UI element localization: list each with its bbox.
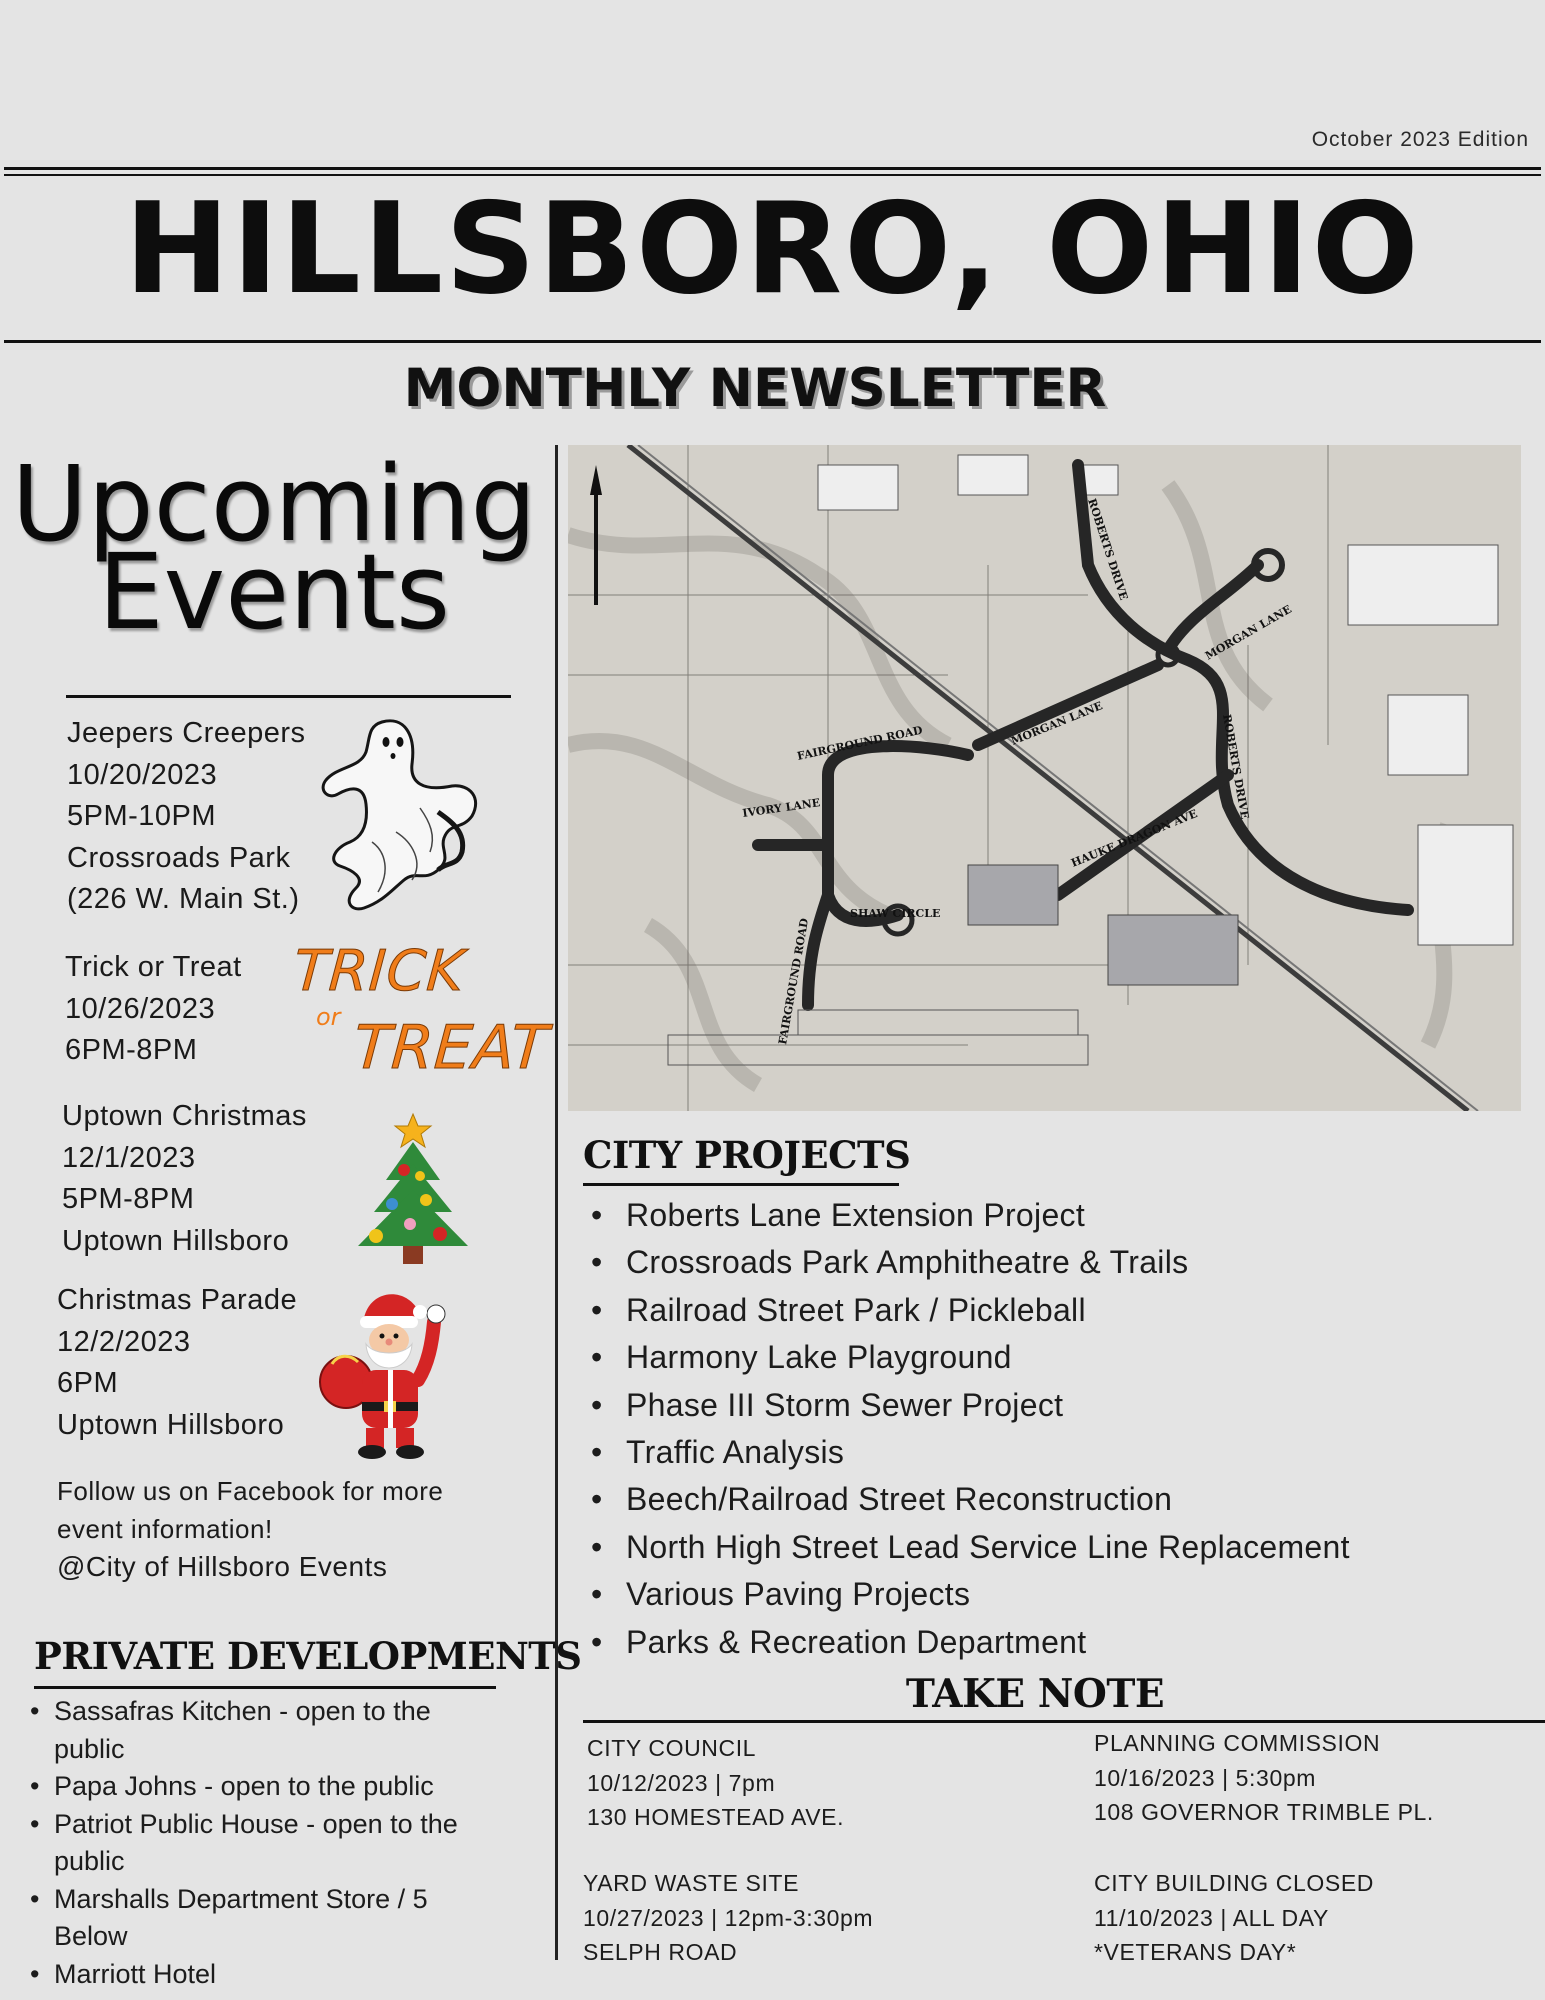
item-line: • Sassafras Kitchen - open to the xyxy=(54,1696,431,1726)
follow-line2: event information! xyxy=(57,1514,273,1544)
trick-art-or: or xyxy=(316,1003,341,1031)
event-name: Christmas Parade xyxy=(57,1284,298,1316)
map-label: MORGAN LANE xyxy=(1009,699,1105,748)
event-christmas-parade xyxy=(57,1280,297,1446)
map-label: FAIRGROUND ROAD xyxy=(795,723,924,763)
event-date: 12/1/2023 xyxy=(62,1141,196,1174)
header-rule-bottom xyxy=(4,340,1541,343)
event-date: 10/20/2023 xyxy=(67,758,218,791)
note-location: 130 HOMESTEAD AVE. xyxy=(587,1804,845,1830)
christmas-tree-icon xyxy=(352,1112,474,1267)
note-location: SELPH ROAD xyxy=(583,1939,738,1965)
note-date: 10/27/2023 | 12pm-3:30pm xyxy=(583,1904,874,1931)
list-item: • Harmony Lake Playground xyxy=(588,1334,1350,1381)
header-rule-top xyxy=(4,167,1541,170)
item-line: public xyxy=(54,1733,125,1764)
private-developments-rule xyxy=(34,1686,496,1689)
city-projects-rule xyxy=(583,1183,899,1186)
event-trick-or-treat xyxy=(65,947,242,1072)
column-divider xyxy=(555,445,558,1960)
trick-art-line1: TRICK xyxy=(291,939,467,1004)
item-line: • Marshalls Department Store / 5 xyxy=(54,1883,428,1914)
note-planning-commission xyxy=(1094,1726,1434,1830)
event-location: Crossroads Park xyxy=(67,841,291,874)
list-item xyxy=(30,1806,520,1881)
note-date: 10/12/2023 | 7pm xyxy=(587,1769,776,1796)
map-label: ROBERTS DRIVE xyxy=(1220,713,1252,820)
list-item: • Phase III Storm Sewer Project xyxy=(588,1382,1350,1429)
event-location: Uptown Hillsboro xyxy=(62,1224,290,1257)
note-location: 108 GOVERNOR TRIMBLE PL. xyxy=(1094,1799,1434,1825)
list-item xyxy=(30,1768,520,1806)
list-item: • Parks & Recreation Department xyxy=(588,1619,1350,1666)
edition-label: October 2023 Edition xyxy=(1311,128,1529,151)
item-line: • Papa Johns - open to the public xyxy=(54,1771,434,1801)
event-name: Trick or Treat xyxy=(65,951,242,983)
site-map-image xyxy=(568,445,1521,1111)
trick-art-line2: TREAT xyxy=(351,1013,552,1083)
private-developments-heading: PRIVATE DEVELOPMENTS xyxy=(34,1634,582,1678)
event-address: (226 W. Main St.) xyxy=(67,883,300,915)
events-rule xyxy=(66,695,511,698)
event-location: Uptown Hillsboro xyxy=(57,1408,285,1441)
note-date: 11/10/2023 | ALL DAY xyxy=(1094,1904,1329,1931)
follow-line1: Follow us on Facebook for more xyxy=(57,1476,444,1506)
note-city-council xyxy=(587,1731,844,1835)
event-time: 5PM-10PM xyxy=(67,800,217,832)
trick-or-treat-icon xyxy=(290,935,552,1095)
list-item: • Traffic Analysis xyxy=(588,1429,1350,1476)
list-item: • Crossroads Park Amphitheatre & Trails xyxy=(588,1239,1350,1286)
item-line: Below xyxy=(54,1921,128,1951)
map-label: IVORY LANE xyxy=(741,796,821,820)
upcoming-heading-line1: Upcoming xyxy=(11,443,537,565)
event-date: 10/26/2023 xyxy=(65,992,216,1025)
list-item xyxy=(30,1693,520,1768)
event-uptown-christmas xyxy=(62,1096,307,1262)
item-line: • Patriot Public House - open to the xyxy=(54,1808,458,1839)
note-location: *VETERANS DAY* xyxy=(1094,1939,1297,1965)
list-item: • Beech/Railroad Street Reconstruction xyxy=(588,1476,1350,1523)
list-item xyxy=(30,1956,520,1994)
event-time: 6PM-8PM xyxy=(65,1034,198,1066)
masthead-subtitle: MONTHLY NEWSLETTER xyxy=(403,358,1107,419)
note-title: PLANNING COMMISSION xyxy=(1094,1730,1381,1756)
map-label: MORGAN LANE xyxy=(1203,602,1294,663)
note-yard-waste-site xyxy=(583,1866,873,1970)
event-time: 5PM-8PM xyxy=(62,1183,195,1215)
ghost-icon xyxy=(312,712,482,912)
event-date: 12/2/2023 xyxy=(57,1325,191,1358)
santa-icon xyxy=(318,1284,458,1464)
private-developments-list xyxy=(30,1693,520,1993)
map-label: SHAW CIRCLE xyxy=(850,907,941,920)
event-name: Uptown Christmas xyxy=(62,1100,307,1132)
list-item: • Various Paving Projects xyxy=(588,1571,1350,1618)
facebook-follow-note xyxy=(57,1472,443,1586)
take-note-heading: TAKE NOTE xyxy=(905,1671,1165,1717)
note-title: YARD WASTE SITE xyxy=(583,1870,800,1896)
upcoming-heading-line2: Events xyxy=(97,531,451,654)
event-time: 6PM xyxy=(57,1367,119,1399)
map-label: HAUKE DRAGON AVE xyxy=(1069,807,1200,870)
note-city-building-closed xyxy=(1094,1866,1374,1970)
note-title: CITY BUILDING CLOSED xyxy=(1094,1870,1374,1896)
list-item: • Roberts Lane Extension Project xyxy=(588,1192,1350,1239)
list-item xyxy=(30,1881,520,1956)
item-line: public xyxy=(54,1846,125,1876)
item-line: • Marriott Hotel xyxy=(54,1958,217,1989)
map-label: FAIRGROUND ROAD xyxy=(776,917,812,1046)
masthead-title: HILLSBORO, OHIO xyxy=(124,175,1421,322)
follow-handle: @City of Hillsboro Events xyxy=(57,1551,388,1582)
upcoming-events-heading xyxy=(0,443,548,654)
city-projects-heading: CITY PROJECTS xyxy=(583,1133,911,1177)
take-note-rule xyxy=(583,1720,1545,1723)
note-date: 10/16/2023 | 5:30pm xyxy=(1094,1764,1316,1791)
list-item: • North High Street Lead Service Line Replacement xyxy=(588,1524,1350,1571)
list-item: • Railroad Street Park / Pickleball xyxy=(588,1287,1350,1334)
event-name: Jeepers Creepers xyxy=(67,717,306,749)
note-title: CITY COUNCIL xyxy=(587,1735,757,1761)
city-projects-list xyxy=(588,1192,1350,1666)
map-label: ROBERTS DRIVE xyxy=(1085,496,1131,602)
event-jeepers-creepers xyxy=(67,713,306,921)
